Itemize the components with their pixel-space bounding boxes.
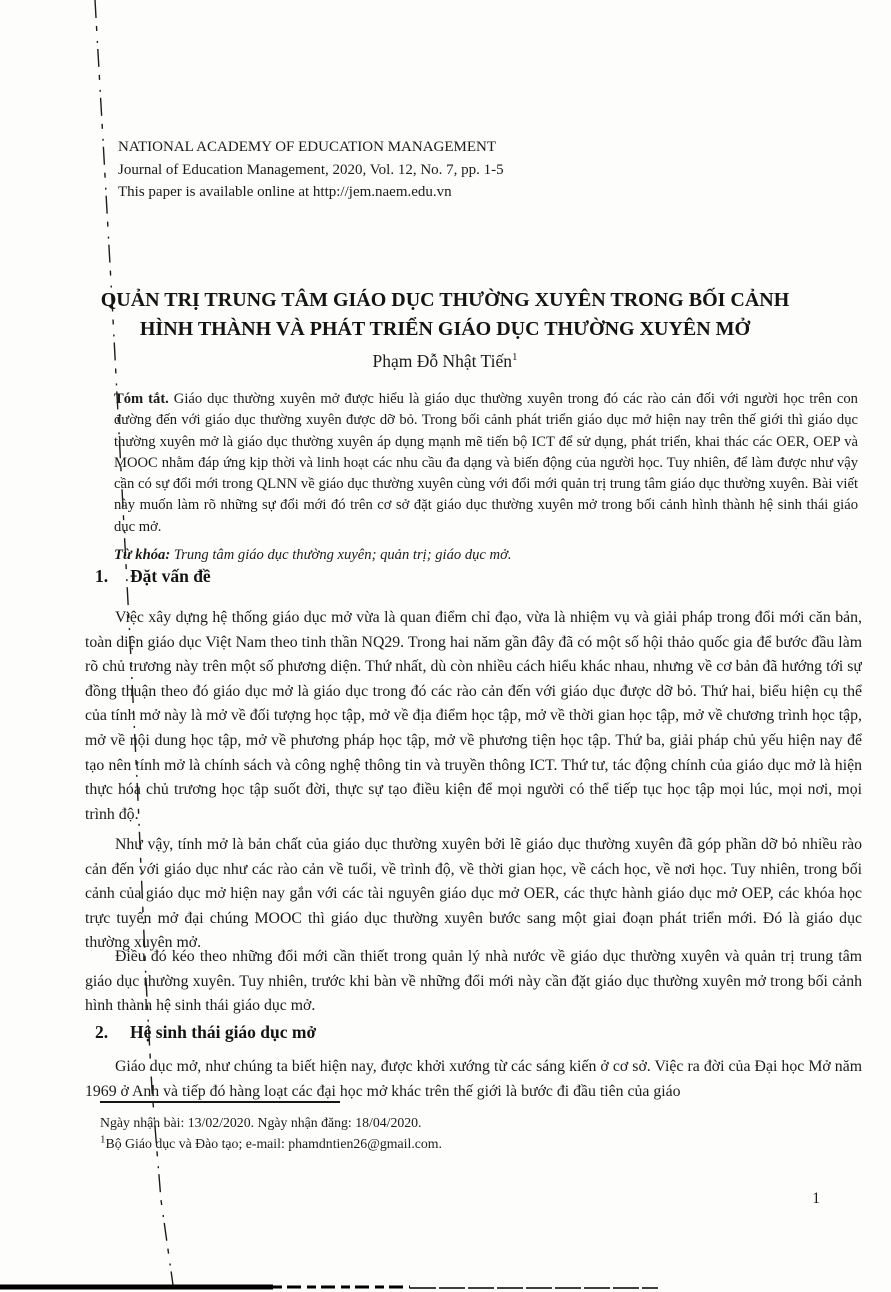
journal-header xyxy=(118,136,504,204)
paragraph-text: Việc xây dựng hệ thống giáo dục mở vừa là quan điểm chỉ đạo, vừa là nhiệm vụ và giải pháp trong đổi mới căn bản, toàn diện giáo dục Việt Nam theo tinh thần NQ29. Trong hai năm gần đây đã có một số hội thảo quốc gia để bước đầu làm rõ chủ trương này trên một số phương diện. Thứ nhất, dù còn nhiều cách hiểu khác nhau, nhưng về cơ bản đã hướng tới sự đồng thuận theo đó giáo dục mở là giáo dục trong đó các rào cản đến với giáo dục được dỡ bỏ. Thứ hai, biểu hiện cụ thể của tính mở này là mở về đối tượng học tập, mở về địa điểm học tập, mở về thời gian học tập, mở về chương trình học tập, mở về nội dung học tập, mở về phương pháp học tập, mở về phương tiện học tập. Thứ ba, giải pháp chủ yếu hiện nay để tạo nên tính mở là chính sách và công nghệ thông tin và truyền thông ICT. Thứ tư, tác động chính của giáo dục mở là hiện thực hóa chủ trương học tập suốt đời, thực sự tạo điều kiện để mọi người có thể tiếp tục học tập mọi lúc, mọi nơi, mọi trình độ. xyxy=(85,609,862,823)
paper-title-line-1: QUẢN TRỊ TRUNG TÂM GIÁO DỤC THƯỜNG XUYÊN TRONG BỐI CẢNH xyxy=(100,289,790,311)
journal-issue-info: Journal of Education Management, 2020, Vol. 12, No. 7, pp. 1-5 xyxy=(118,161,504,178)
paper-title-line-2: HÌNH THÀNH VÀ PHÁT TRIỂN GIÁO DỤC THƯỜNG XUYÊN MỞ xyxy=(139,318,751,340)
keywords-label: Từ khóa: xyxy=(114,547,171,563)
footnote-dates: Ngày nhận bài: 13/02/2020. Ngày nhận đăng: 18/04/2020. xyxy=(100,1115,422,1130)
journal-name: NATIONAL ACADEMY OF EDUCATION MANAGEMENT xyxy=(118,139,497,155)
paragraph-text: Như vậy, tính mở là bản chất của giáo dục thường xuyên bởi lẽ giáo dục thường xuyên đã góp phần dỡ bỏ nhiều rào cản đến với giáo dục như các rào cản về tuổi, về trình độ, về thời gian học, về cách học, về nơi học. Tuy nhiên, trong bối cảnh của giáo dục mở hiện nay gắn với các tài nguyên giáo dục mở OER, các thực hành giáo dục mở OEP, các khóa học trực tuyến mở đại chúng MOOC thì giáo dục thường xuyên bước sang một giai đoạn phát triển mới. Đó là giáo dục thường xuyên mở. xyxy=(85,836,862,952)
footnote-affiliation-line xyxy=(100,1133,700,1154)
author-name: Phạm Đỗ Nhật Tiến xyxy=(372,351,513,371)
section-2-number: 2. xyxy=(95,1022,109,1042)
abstract xyxy=(114,389,858,541)
journal-availability-note: This paper is available online at http://jem.naem.edu.vn xyxy=(118,184,452,200)
page-number: 1 xyxy=(812,1190,820,1207)
section-1-number: 1. xyxy=(95,566,109,586)
section-1-paragraph-3 xyxy=(85,945,862,1023)
keywords-line xyxy=(114,547,858,564)
paper-title xyxy=(100,286,790,344)
paragraph-text: Giáo dục mở, như chúng ta biết hiện nay, được khởi xướng từ các sáng kiến ở cơ sở. Việc ra đời của Đại học Mở năm 1969 ở Anh và tiếp đó hàng loạt các đại học mở khác trên thế giới là bước đi đầu tiên của giáo xyxy=(85,1058,862,1100)
section-2-title: Hệ sinh thái giáo dục mở xyxy=(130,1022,317,1042)
footnote-affiliation-superscript: 1 xyxy=(100,1133,106,1146)
footnotes xyxy=(100,1112,700,1154)
author-affiliation-superscript: 1 xyxy=(512,351,518,364)
section-2-heading xyxy=(95,1022,316,1043)
author-line xyxy=(100,351,790,372)
section-2-paragraph-1 xyxy=(85,1055,862,1107)
footnote-affiliation-text: Bộ Giáo dục và Đào tạo; e-mail: phamdntien26@gmail.com. xyxy=(105,1136,442,1151)
section-1-heading xyxy=(95,566,211,587)
keywords-text: Trung tâm giáo dục thường xuyên; quản trị; giáo dục mở. xyxy=(170,547,512,563)
footnote-divider xyxy=(100,1101,340,1103)
section-1-paragraph-1 xyxy=(85,606,862,832)
section-1-paragraph-2 xyxy=(85,833,862,959)
abstract-label: Tóm tắt. xyxy=(114,391,169,407)
section-1-title: Đặt vấn đề xyxy=(130,566,211,586)
abstract-text: Giáo dục thường xuyên mở được hiểu là giáo dục thường xuyên trong đó các rào cản đối với người học trên con đường đến với giáo dục thường xuyên được dỡ bỏ. Trong bối cảnh phát triển giáo dục mở hiện nay trên thế giới thì giáo dục thường xuyên mở là giáo dục thường xuyên áp dụng mạnh mẽ tiến bộ ICT để sử dụng, phát triển, khai thác các OER, OEP và MOOC nhằm đáp ứng kịp thời và linh hoạt các nhu cầu đa dạng và biến động của người học. Tuy nhiên, để làm được như vậy cần có sự đổi mới trong QLNN về giáo dục thường xuyên cùng với đổi mới quản trị trung tâm giáo dục thường xuyên. Bài viết này muốn làm rõ những sự đổi mới đó trên cơ sở đặt giáo dục thường xuyên mở trong bối cảnh hình thành hệ sinh thái giáo dục mở. xyxy=(114,391,858,535)
paragraph-text: Điều đó kéo theo những đổi mới cần thiết trong quản lý nhà nước về giáo dục thường xuyên và quản trị trung tâm giáo dục thường xuyên. Tuy nhiên, trước khi bàn về những đổi mới này cần đặt giáo dục thường xuyên mở trong bối cảnh hình thành hệ sinh thái giáo dục mở. xyxy=(85,948,862,1015)
